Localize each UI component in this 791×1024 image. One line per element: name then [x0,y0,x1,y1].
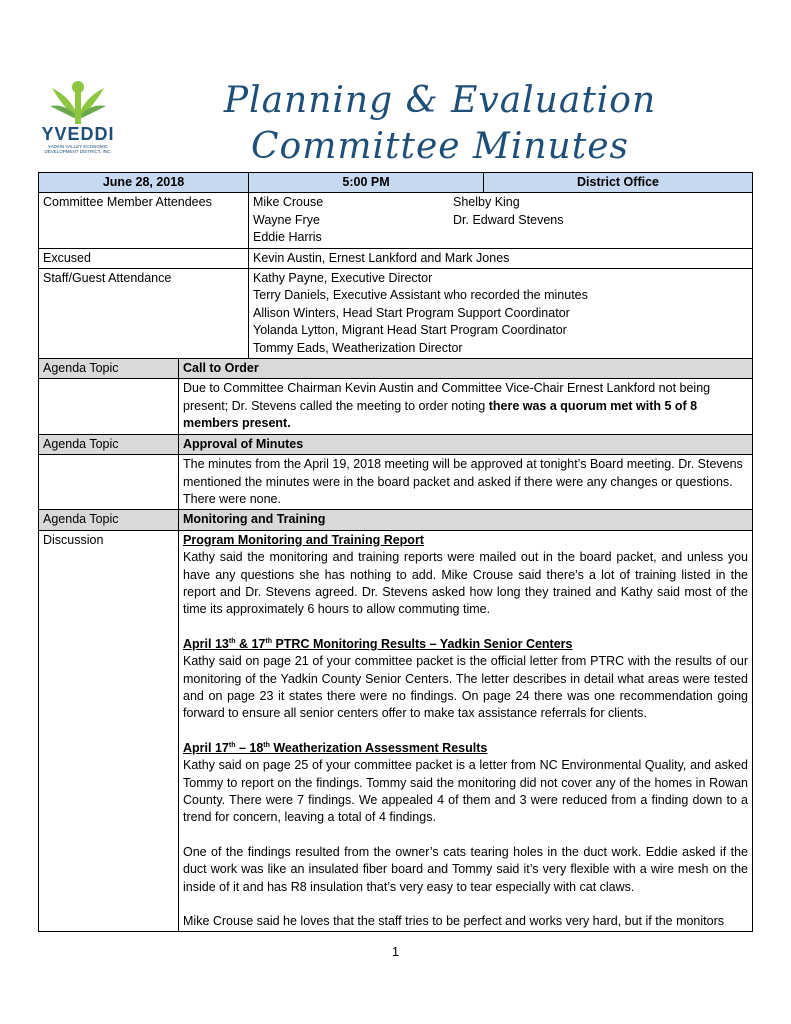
call-to-order-body: Due to Committee Chairman Kevin Austin and Committee Vice-Chair Ernest Lankford not being present; Dr. Stevens called the meeting to order noting [183,381,711,413]
excused-list: Kevin Austin, Ernest Lankford and Mark Jones [249,248,753,268]
discussion-label: Discussion [39,530,179,932]
logo-name: YVEDDI [41,124,115,144]
section-title: April 13th & 17th PTRC Monitoring Results – Yadkin Senior Centers [183,636,573,651]
yveddi-logo [36,80,120,160]
agenda-topic-row [39,434,753,454]
logo-subtitle: YADKIN VALLEY ECONOMIC DEVELOPMENT DISTRICT, INC. [44,144,112,154]
attendees-label: Committee Member Attendees [39,193,249,248]
attendee-name: Eddie Harris [253,230,322,245]
discussion-body [179,530,753,932]
attendee-name: Shelby King [453,195,520,210]
agenda-topic-label: Agenda Topic [39,510,179,530]
agenda-topic-label: Agenda Topic [39,359,179,379]
call-to-order-row [39,379,753,434]
discussion-row [39,530,753,932]
call-to-order-text [179,379,753,434]
attendees-list [249,193,753,248]
section-ptrc-monitoring [183,636,748,723]
staff-list [249,269,753,359]
section-text: Kathy said on page 21 of your committee packet is the official letter from PTRC with the results of our monitoring of the Yadkin County Senior Centers. The letter describes in detail what areas were tested and on page 23 it states there were no findings. On page 24 there was one recommendation going forward to ensure all senior centers offer to make tax assistance referrals for clients. [183,654,748,721]
staff-member: Allison Winters, Head Start Program Support Coordinator [253,305,570,320]
meeting-location: District Office [484,173,753,193]
meeting-date: June 28, 2018 [39,173,249,193]
minutes-table [38,172,753,932]
staff-row [39,269,753,359]
agenda-topic-row [39,510,753,530]
excused-row [39,248,753,268]
page-number: 1 [391,944,400,959]
staff-member: Kathy Payne, Executive Director [253,271,433,286]
agenda-topic-row [39,359,753,379]
empty-cell [39,455,179,510]
agenda-topic-approval: Approval of Minutes [179,434,753,454]
agenda-topic-call-to-order: Call to Order [179,359,753,379]
staff-label: Staff/Guest Attendance [39,269,249,359]
section-title: Program Monitoring and Training Report [183,532,424,547]
section-text: Kathy said on page 25 of your committee packet is a letter from NC Environmental Quality, and asked Tommy to report on the findings. Tommy said the monitoring did not cover any of the homes in Rowan County. There were 7 findings. We appealed 4 of them and 3 were reduced from a finding down to a trend for concern, leaving a total of 4 findings. [183,758,748,825]
staff-member: Terry Daniels, Executive Assistant who recorded the minutes [253,288,588,303]
meeting-time: 5:00 PM [249,173,484,193]
section-weatherization [183,740,748,931]
attendees-row [39,193,753,248]
agenda-topic-label: Agenda Topic [39,434,179,454]
excused-label: Excused [39,248,249,268]
staff-member: Tommy Eads, Weatherization Director [253,340,463,355]
section-text: Mike Crouse said he loves that the staff tries to be perfect and works very hard, but if the monitors [183,914,725,929]
quorum-statement: there was a quorum met with 5 of 8 members present. [183,398,698,431]
section-program-monitoring [183,532,748,619]
empty-cell [39,379,179,434]
staff-member: Yolanda Lytton, Migrant Head Start Program Coordinator [253,323,567,338]
attendee-name: Mike Crouse [253,195,324,210]
document-title-line1: Planning & Evaluation [223,80,657,121]
attendee-name: Wayne Frye [253,212,320,227]
sprout-leaves-icon [50,80,106,124]
section-text: One of the findings resulted from the owner’s cats tearing holes in the duct work. Eddie asked if the duct work was like an insulated fiber board and Tommy said it’s very flexible with a wire mesh on the inside of it and has R8 insulation that’s very easy to tear especially with cat claws. [183,844,748,894]
approval-row [39,455,753,510]
document-title-line2: Committee Minutes [251,126,629,167]
header-row [39,173,753,193]
section-title: April 17th – 18th Weatherization Assessment Results [183,740,488,755]
attendee-name: Dr. Edward Stevens [453,212,564,227]
approval-text: The minutes from the April 19, 2018 meeting will be approved at tonight’s Board meeting. Dr. Stevens mentioned the minutes were in the board packet and asked if there were any changes or questions. There were none. [179,455,753,510]
agenda-topic-monitoring: Monitoring and Training [179,510,753,530]
section-text: Kathy said the monitoring and training reports were mailed out in the board packet, and unless you have any questions she has nothing to add. Mike Crouse said there’s a lot of training listed in the report and Dr. Stevens agreed. Dr. Stevens asked how long they trained and Kathy said most of the time its approximately 6 hours to allow commuting time. [183,550,748,617]
